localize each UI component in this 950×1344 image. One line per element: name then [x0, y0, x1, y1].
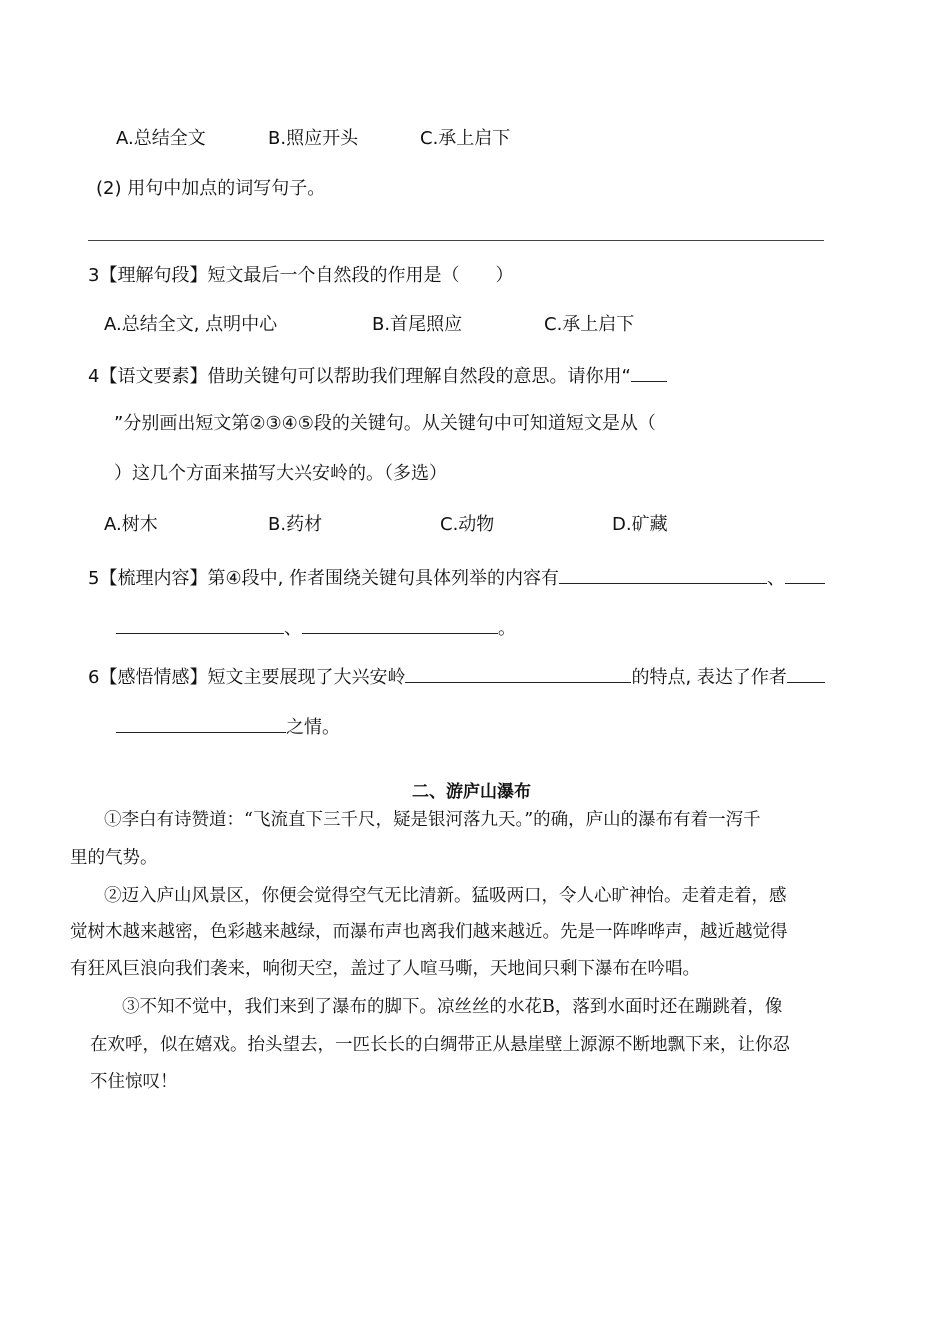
q6-line1: [88, 664, 825, 690]
sub-question-2: (2) 用句中加点的词写句子。: [96, 178, 326, 199]
q3-option-b: B.首尾照应: [372, 314, 463, 335]
q4-line2: ”分别画出短文第②③④⑤段的关键句。从关键句中可知道短文是从（: [114, 413, 656, 434]
q6-text-a: 6【感悟情感】短文主要展现了大兴安岭: [88, 667, 406, 688]
p2-line3: 有狂风巨浪向我们袭来，响彻天空，盖过了人喧马嘶，天地间只剩下瀑布在吟唱。: [70, 959, 700, 979]
q6-line2: [116, 714, 340, 740]
q4-blank[interactable]: [631, 363, 667, 382]
option-c: C.承上启下: [420, 128, 511, 149]
q3-option-c: C.承上启下: [544, 314, 635, 335]
q5-blank-2b[interactable]: [116, 615, 284, 634]
q5-end: 。: [498, 618, 516, 639]
q6-text-b: 的特点, 表达了作者: [631, 667, 787, 688]
q3-option-a: A.总结全文, 点明中心: [104, 314, 278, 335]
q6-blank-2a[interactable]: [787, 664, 825, 683]
q4-option-a: A.树木: [104, 514, 158, 535]
p3-line1: ③不知不觉中，我们来到了瀑布的脚下。凉丝丝的水花B，落到水面时还在蹦跳着，像: [122, 997, 783, 1017]
option-a: A.总结全文: [116, 128, 206, 149]
q5-blank-3[interactable]: [302, 615, 498, 634]
q5-sep2: 、: [284, 618, 302, 639]
q4-option-b: B.药材: [268, 514, 323, 535]
q6-blank-2b[interactable]: [116, 714, 286, 733]
p3-line2: 在欢呼，似在嬉戏。抬头望去，一匹长长的白绸带正从悬崖壁上源源不断地飘下来，让你忍: [90, 1035, 790, 1055]
q4-line1: [88, 363, 667, 389]
q5-sep1: 、: [767, 568, 786, 589]
q5-line2: [116, 615, 516, 641]
p1-line1: ①李白有诗赞道：“飞流直下三千尺，疑是银河落九天。”的确，庐山的瀑布有着一泻千: [104, 810, 761, 830]
q5-line1: [88, 565, 825, 591]
p2-line1: ②迈入庐山风景区，你便会觉得空气无比清新。猛吸两口，令人心旷神怡。走着走着，感: [104, 886, 787, 906]
option-b: B.照应开头: [268, 128, 359, 149]
p3-line3: 不住惊叹！: [90, 1072, 178, 1092]
q6-blank-1[interactable]: [405, 664, 631, 683]
q3-stem: 3【理解句段】短文最后一个自然段的作用是（ ）: [88, 265, 514, 286]
p1-line2: 里的气势。: [70, 848, 158, 868]
answer-line[interactable]: [88, 240, 824, 241]
section-title: 二、游庐山瀑布: [412, 782, 531, 802]
p2-line2: 觉树木越来越密，色彩越来越绿，而瀑布声也离我们越来越近。先是一阵哗哗声，越近越觉得: [70, 922, 788, 942]
q4-line1-text: 4【语文要素】借助关键句可以帮助我们理解自然段的意思。请你用“: [88, 366, 631, 387]
q5-text: 5【梳理内容】第④段中, 作者围绕关键句具体列举的内容有: [88, 568, 560, 589]
q4-option-d: D.矿藏: [612, 514, 668, 535]
q5-blank-1[interactable]: [559, 565, 767, 584]
q4-line3: ）这几个方面来描写大兴安岭的。（多选）: [114, 463, 447, 484]
q6-end: 之情。: [286, 717, 340, 738]
q4-option-c: C.动物: [440, 514, 495, 535]
q5-blank-2a[interactable]: [785, 565, 825, 584]
